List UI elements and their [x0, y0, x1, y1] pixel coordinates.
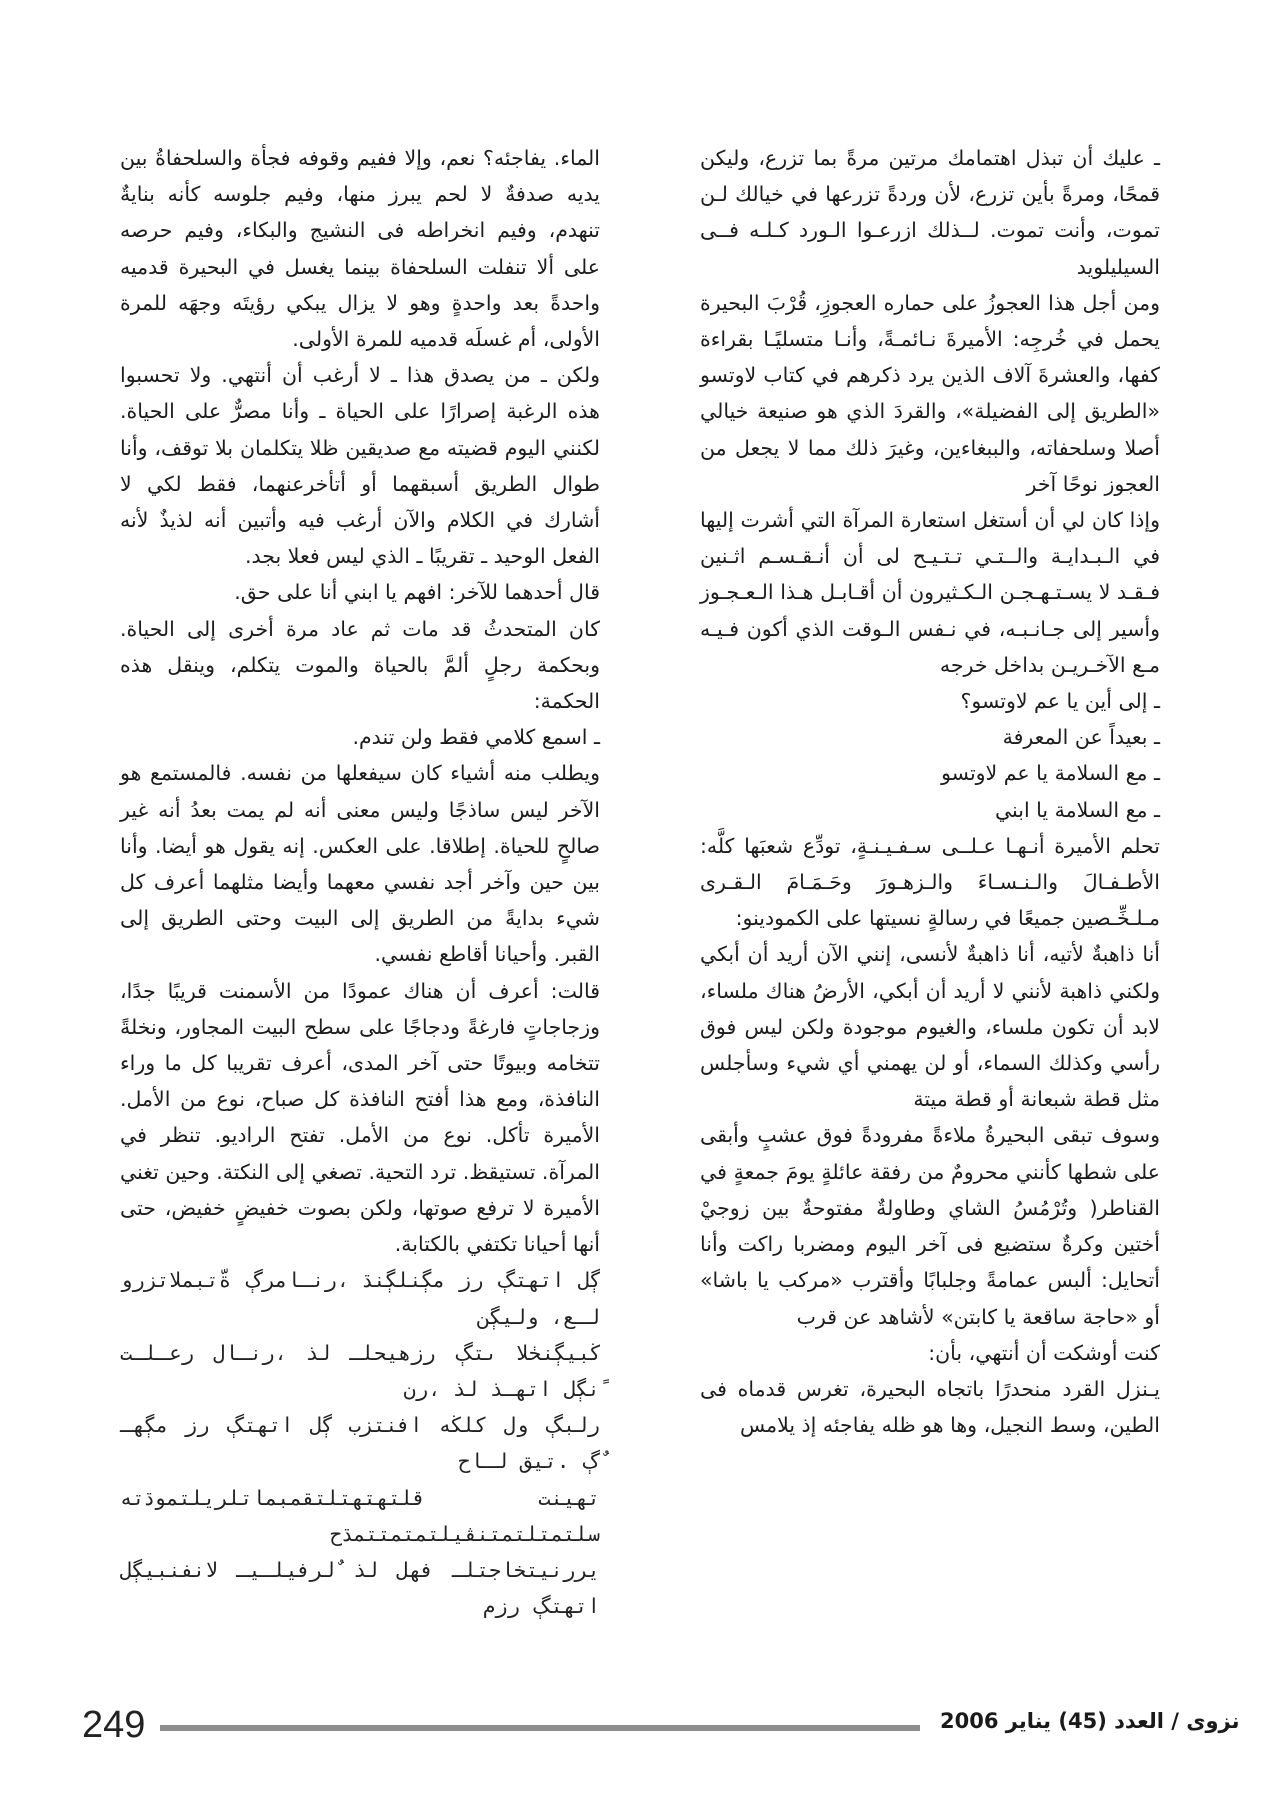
paragraph: ولكن ـ من يصدق هذا ـ لا أرغب أن أنتهي. ولا تحسبوا هذه الرغبة إصرارًا على الحياة ـ وأنا مصرٌّ على الحياة. لكنني اليوم قضيته مع صديقين ظلا يتكلمان بلا توقف، وأنا طوال الطريق أسبقهما أو أتأخرعنهما، فقط لكي لا أشارك في الكلام والآن أرغب فيه وأتبين أنه لذيذٌ لأنه الفعل الوحيد ـ تقريبًا ـ الذي ليس فعلا بجد.: [120, 363, 600, 569]
left-text-column: [120, 140, 600, 1624]
garbled-text-line: رلبڳ ول كلڬه افنتزب ڳل اتهتڳ رز مڳهـ ٌڳ .تيق لـاح: [120, 1413, 600, 1474]
dialogue-line: ـ مع السلامة يا ابني: [994, 797, 1160, 822]
dialogue-line: ـ اسمع كلامي فقط ولن تندم.: [352, 725, 600, 750]
paragraph: قال أحدهما للآخر: افهم يا ابني أنا على حق.: [234, 580, 600, 605]
page-footer: [0, 1705, 1272, 1745]
paragraph: ـ عليك أن تبذل اهتمامك مرتين مرةً بما تزرع، وليكن قمحًا، ومرةً بأين تزرع، لأن وردةً تزرعها في خيالك لـن تموت، وأنت تموت. لــذلك ازرعـوا الـورد كـلـه فــى السيليلويد: [700, 146, 1160, 279]
footer-rule-divider: [160, 1725, 920, 1731]
paragraph: أنا ذاهبةٌ لأتيه، أنا ذاهبةٌ لأنسى، إنني الآن أريد أن أبكي ولكني ذاهبة لأنني لا أريد أن أبكي، الأرضُ هناك ملساء، لابد أن تكون ملساء، والغيوم موجودة ولكن ليس فوق رأسي وكذلك السماء، أو لن يهمني أي شيء وسأجلس مثل قطة شبعانة أو قطة ميتة: [700, 942, 1160, 1112]
paragraph: وإذا كان لي أن أستغل استعارة المرآة التي أشرت إليها في الـبـدايـة والــتـي تـتـيـح لى أن أنـقـسـم اثـنين فـقـد لا يسـتـهـجـن الـكـثيرون أن أقـابـل هـذا الـعـجـوز وأسير إلى جـانـبـه، في نـفس الـوقت الذي أكون فـيـه مـع الآخـريـن بداخل خرجه: [700, 508, 1160, 677]
paragraph: تحلم الأميرة أنـهـا عـلــى سـفـيـنـةٍ، تودِّع شعبَها كلَّه: الأطـفـالَ والـنـسـاءَ والـزهـورَ وحَـمَـامَ الـقـرى مـلـخِّـصين جميعًا في رسالةٍ نسيتها على الكمودينو:: [700, 833, 1160, 931]
paragraph: ومن أجل هذا العجوزُ على حماره العجوزِ، قُرْبَ البحيرة يحمل في خُرجِه: الأميرةَ نـائمـةً، وأنـا متسليًـا بقراءة كفها، والعشرةَ آلاف الذين يرد ذكرهم في كتاب لاوتسو «الطريق إلى الفضيلة»، والقردَ الذي هو صنيعة خيالي أصلا وسلحفاته، والببغاءين، وغيرَ ذلك مما لا يجعل من العجوز نوحًا آخر: [700, 290, 1160, 496]
paragraph: وسوف تبقى البحيرةُ ملاءةً مفرودةً فوق عشبٍ وأبقى على شطها كأنني محرومٌ من رفقة عائلةٍ يومَ جمعةٍ في القناطر( وتُرْمُسُ الشاي وطاولةٌ مفتوحةٌ بين زوجيْ أختين وكرةٌ ستضيع فى آخر اليوم ومضربا راكت وأنا أتحايل: ألبس عمامةً وجلبابًا وأقترب «مركب يا باشا» أو «حاجة ساقعة يا كابتن» لأشاهد عن قرب: [700, 1123, 1160, 1329]
dialogue-line: ـ بعيداً عن المعرفة: [1002, 725, 1160, 750]
paragraph: يـنزل القرد منحدرًا باتجاه البحيرة، تغرس قدماه فى الطين، وسط النجيل، وها هو ظله يفاجئه إذ يلامس: [700, 1376, 1160, 1438]
page-number: 249: [82, 1704, 146, 1746]
issue-label: نزوى / العدد (45) يناير 2006: [940, 1709, 1240, 1733]
garbled-text-line: يررنيتخاجتلـ فهل لذ ٌلرفيلـيـ لانفنبيڳل اتهتڳ رزم: [120, 1557, 600, 1619]
paragraph: كان المتحدثُ قد مات ثم عاد مرة أخرى إلى الحياة. وبحكمة رجلٍ ألمَّ بالحياة والموت يتكلم، وينقل هذه الحكمة:: [120, 616, 600, 714]
paragraph: قالت: أعرف أن هناك عمودًا من الأسمنت قريبًا جدًا، وزجاجاتٍ فارغةً ودجاجًا على سطح البيت المجاور، ونخلةً تتخامه وبيوتًا حتى آخر المدى، أعرف تقريبا كل ما وراء النافذة، ومع هذا أفتح النافذة كل صباح، نوع من الأمل. الأميرة تأكل. نوع من الأمل. تفتح الراديو. تنظر في المرآة. تستيقظ. ترد التحية. تصغي إلى النكتة. وحين تغني الأميرة لا ترفع صوتها، ولكن بصوت خفيضٍ خفيض، حتى أنها أحيانا تكتفي بالكتابة.: [120, 978, 600, 1257]
right-text-column: [700, 140, 1160, 1443]
dialogue-line: ـ إلى أين يا عم لاوتسو؟: [960, 689, 1160, 714]
garbled-text-line: تهينت قلتهتهتلتقمبماتلريلتموڌته سلتمتلتمتنڤيلتمتمتتمڌح: [120, 1485, 600, 1546]
paragraph: كنت أوشكت أن أنتهي، بأن:: [928, 1340, 1160, 1365]
paragraph: الماء. يفاجئه؟ نعم، وإلا ففيم وقوفه فجأة والسلحفاةُ بين يديه صدفةٌ لا لحم يبرز منها، وفيم جلوسه كأنه بنايةٌ تنهدم، وفيم انخراطه فى النشيج والبكاء، وفيم حرصه على ألا تنفلت السلحفاة بينما يغسل في البحيرة قدميه واحدةً بعد واحدةٍ وهو لا يزال يبكي رؤيتَه وجهَه للمرة الأولى، أم غسلَه قدميه للمرة الأولى.: [120, 146, 600, 352]
dialogue-line: ـ مع السلامة يا عم لاوتسو: [941, 761, 1160, 786]
garbled-text-line: ڬبيڳنڂلا ىتڳ رزهيحلـ لذ ،رنـال رعـلـت ًنڳل اتهـذ لذ ،رن: [120, 1340, 600, 1401]
garbled-text-line: ڳل اتهتڳ رز مڳنلڳنڌ ،رنـامرڳ ةّتبملاتزرو لـع، وليڳن: [120, 1268, 600, 1329]
paragraph: ويطلب منه أشياء كان سيفعلها من نفسه. فالمستمع هو الآخر ليس ساذجًا وليس معنى أنه لم يمت بعدُ أنه غير صالحٍ للحياة. إطلاقا. على العكس. إنه يقول هو أيضا. وأنا بين حين وآخر أجد نفسي معهما وأيضا مثلهما أعرف كل شيء بدايةً من الطريق إلى البيت وحتى الطريق إلى القبر. وأحيانا أقاطع نفسي.: [120, 761, 600, 967]
